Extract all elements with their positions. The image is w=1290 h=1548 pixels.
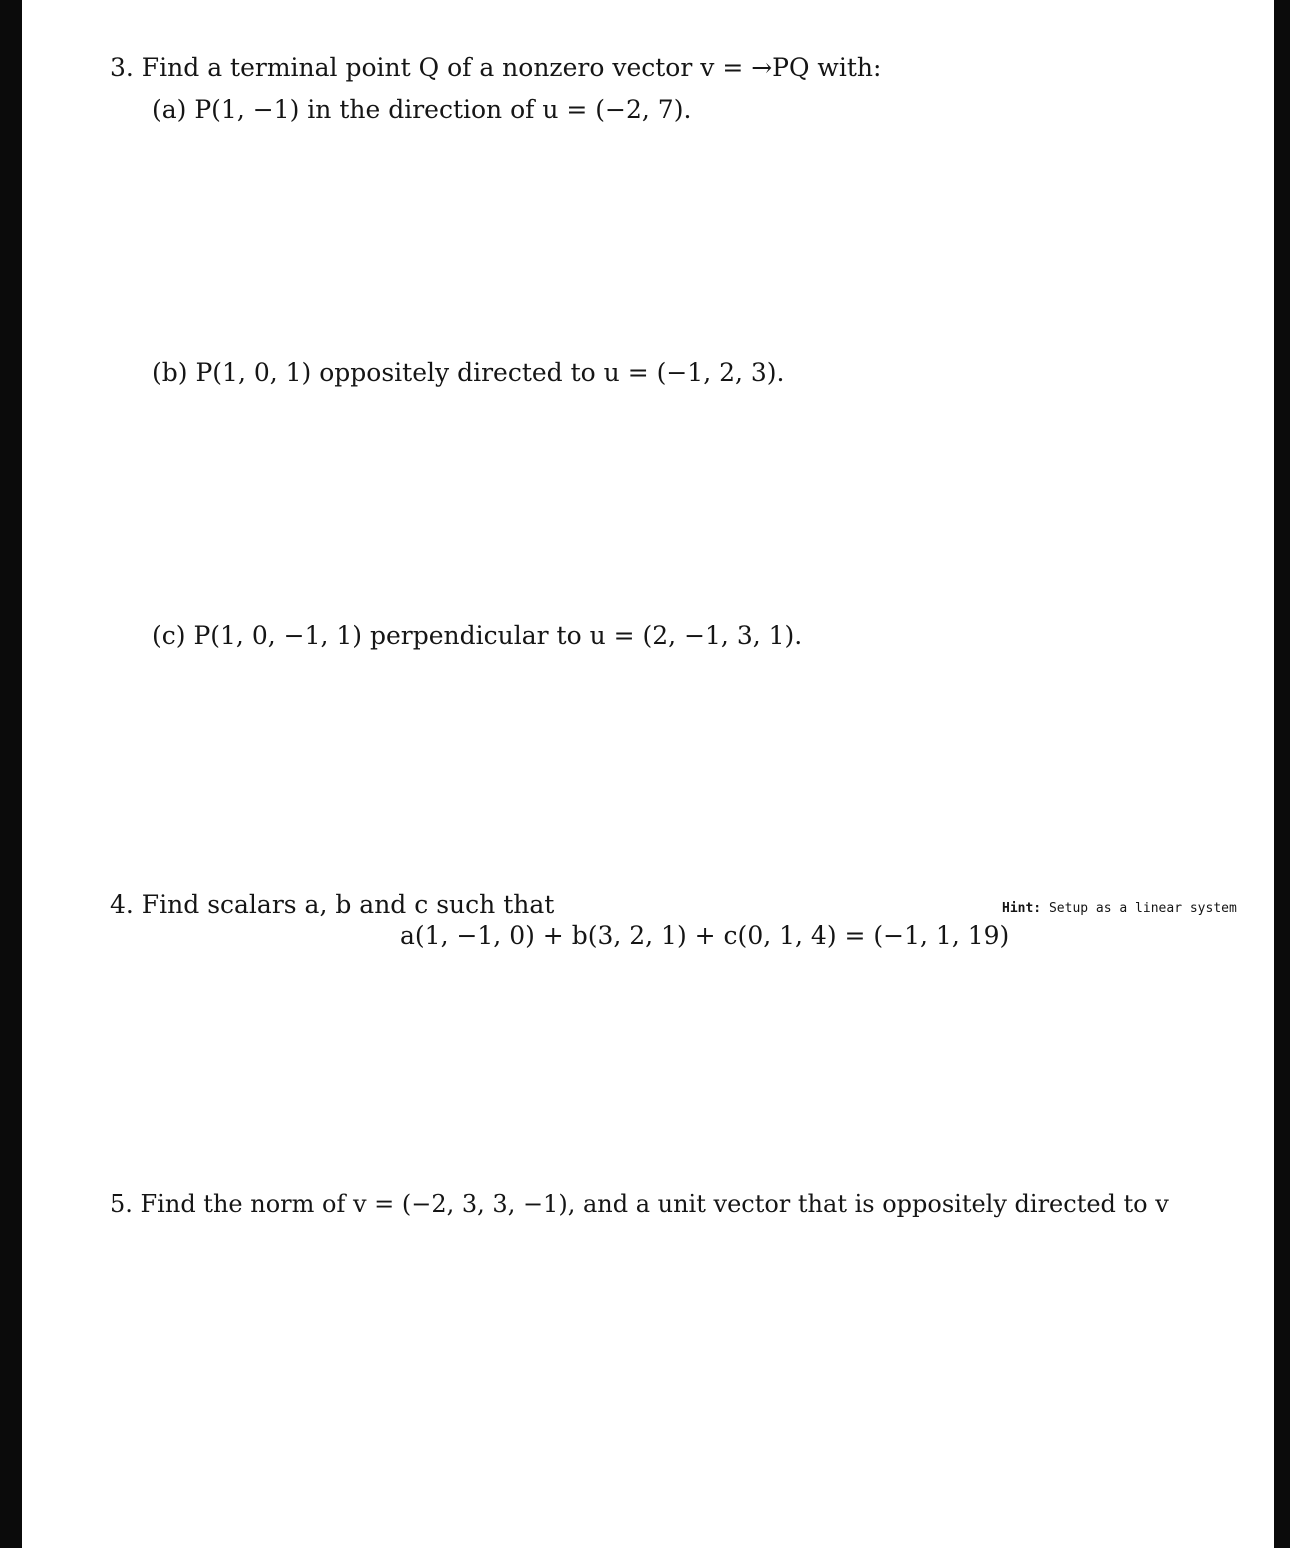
problem-4-equation: a(1, −1, 0) + b(3, 2, 1) + c(0, 1, 4) = (−1, 1, 19) xyxy=(400,921,1010,950)
problem-3a: (a) P(1, −1) in the direction of u = (−2, 7). xyxy=(152,95,692,124)
problem-3-header: 3. Find a terminal point Q of a nonzero vector v = →PQ with: xyxy=(110,53,882,82)
problem-5: 5. Find the norm of v = (−2, 3, 3, −1), and a unit vector that is oppositely directed to v xyxy=(110,1190,1169,1218)
hint-text: Setup as a linear system xyxy=(1048,901,1237,916)
problem-4-header: 4. Find scalars a, b and c such that xyxy=(110,890,555,919)
problem-3b: (b) P(1, 0, 1) oppositely directed to u = (−1, 2, 3). xyxy=(152,358,785,387)
problem-3c: (c) P(1, 0, −1, 1) perpendicular to u = (2, −1, 3, 1). xyxy=(152,621,803,650)
worksheet-page xyxy=(22,0,1274,1548)
hint-label: Hint: xyxy=(1002,901,1042,916)
problem-4-hint xyxy=(1002,900,1237,918)
